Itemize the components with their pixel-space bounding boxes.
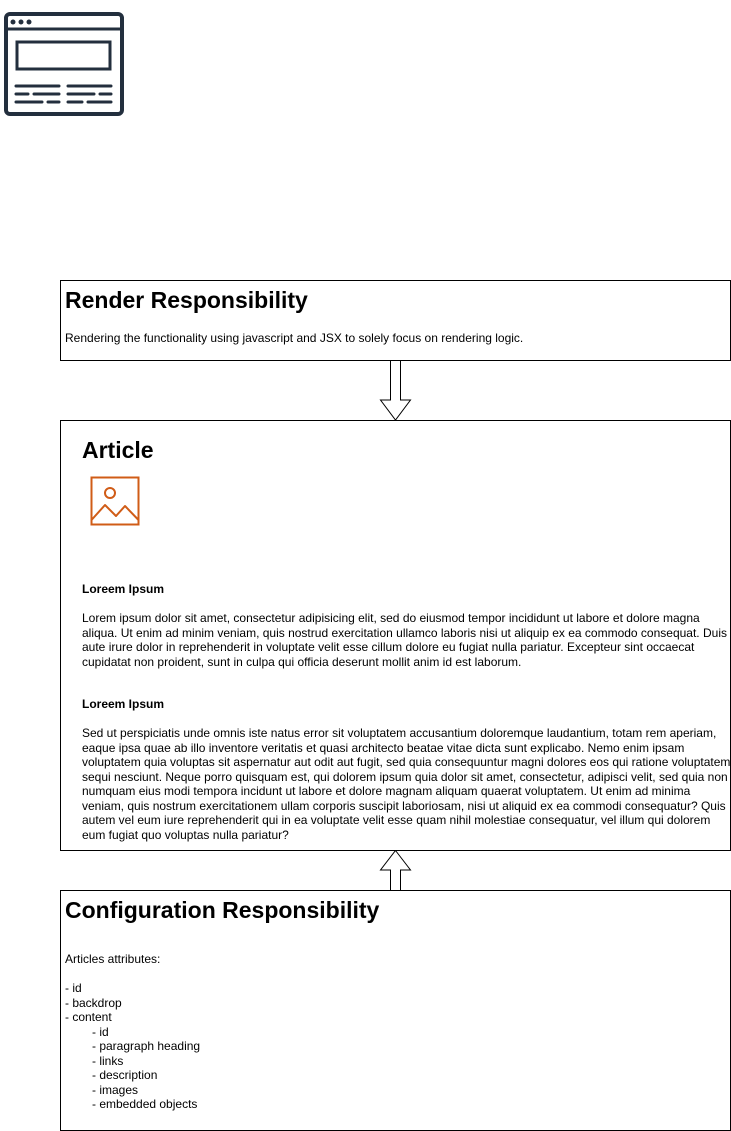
render-description: Rendering the functionality using javascript and JSX to solely focus on rendering logic. — [65, 331, 524, 345]
article-box — [60, 420, 731, 851]
image-icon — [90, 476, 140, 526]
content-attribute-item: - images — [92, 1082, 139, 1097]
paragraph-text: Lorem ipsum dolor sit amet, consectetur adipisicing elit, sed do eiusmod tempor incididunt ut labore et dolore magna aliqua. Ut enim ad minim veniam, quis nostrud exercitation ullamco laboris nisi ut aliquip ex ea commodo consequat. Duis aute irure dolor in reprehenderit in voluptate velit esse cillum dolore eu fugiat nulla pariatur. Excepteur sint occaecat cupidatat non proident, sunt in culpa qui officia deserunt mollit anim id est laborum. — [82, 611, 727, 669]
content-attribute-item: - paragraph heading — [92, 1039, 201, 1053]
attributes-intro: Articles attributes: — [65, 952, 161, 966]
attribute-item: - id — [65, 981, 82, 995]
paragraph-heading: Loreem Ipsum — [82, 697, 165, 711]
down-arrow — [378, 360, 414, 421]
content-attribute-item: - id — [92, 1024, 109, 1039]
content-attribute-item: - links — [92, 1053, 124, 1068]
configuration-responsibility-box — [60, 890, 731, 1131]
paragraph-heading: Loreem Ipsum — [82, 582, 165, 596]
configuration-title: Configuration Responsibility — [65, 897, 380, 923]
paragraph-text: Sed ut perspiciatis unde omnis iste natus error sit voluptatem accusantium doloremque laudantium, totam rem aperiam, eaque ipsa quae ab illo inventore veritatis et quasi architecto beatae vitae dicta sunt explicabo. Nemo enim ipsam voluptatem quia voluptas sit aspernatur aut odit aut fugit, sed quia consequuntur magni dolores eos qui ratione voluptatem sequi nesciunt. Neque porro quisquam est, qui dolorem ipsum quia dolor sit amet, consectetur, adipisci velit, sed quia non numquam eius modi tempora incidunt ut labore et dolore magnam aliquam quaerat voluptatem. Ut enim ad minima veniam, quis nostrum exercitationem ullam corporis suscipit laboriosam, nisi ut aliquid ex ea commodi consequatur? Quis autem vel eum iure reprehenderit qui in ea voluptate velit esse quam nihil molestiae consequatur, vel illum qui dolorem eum fugiat quo voluptas nulla pariatur? — [82, 726, 731, 842]
configuration-attributes — [65, 952, 200, 1112]
attribute-item: - backdrop — [65, 995, 122, 1010]
up-arrow — [378, 850, 414, 891]
content-attribute-item: - description — [92, 1068, 158, 1082]
render-responsibility-box — [60, 280, 731, 361]
browser-window-icon — [4, 12, 124, 116]
article-title: Article — [82, 437, 154, 463]
attribute-item: - content — [65, 1010, 112, 1024]
render-title: Render Responsibility — [65, 287, 308, 313]
content-attribute-item: - embedded objects — [92, 1097, 198, 1111]
